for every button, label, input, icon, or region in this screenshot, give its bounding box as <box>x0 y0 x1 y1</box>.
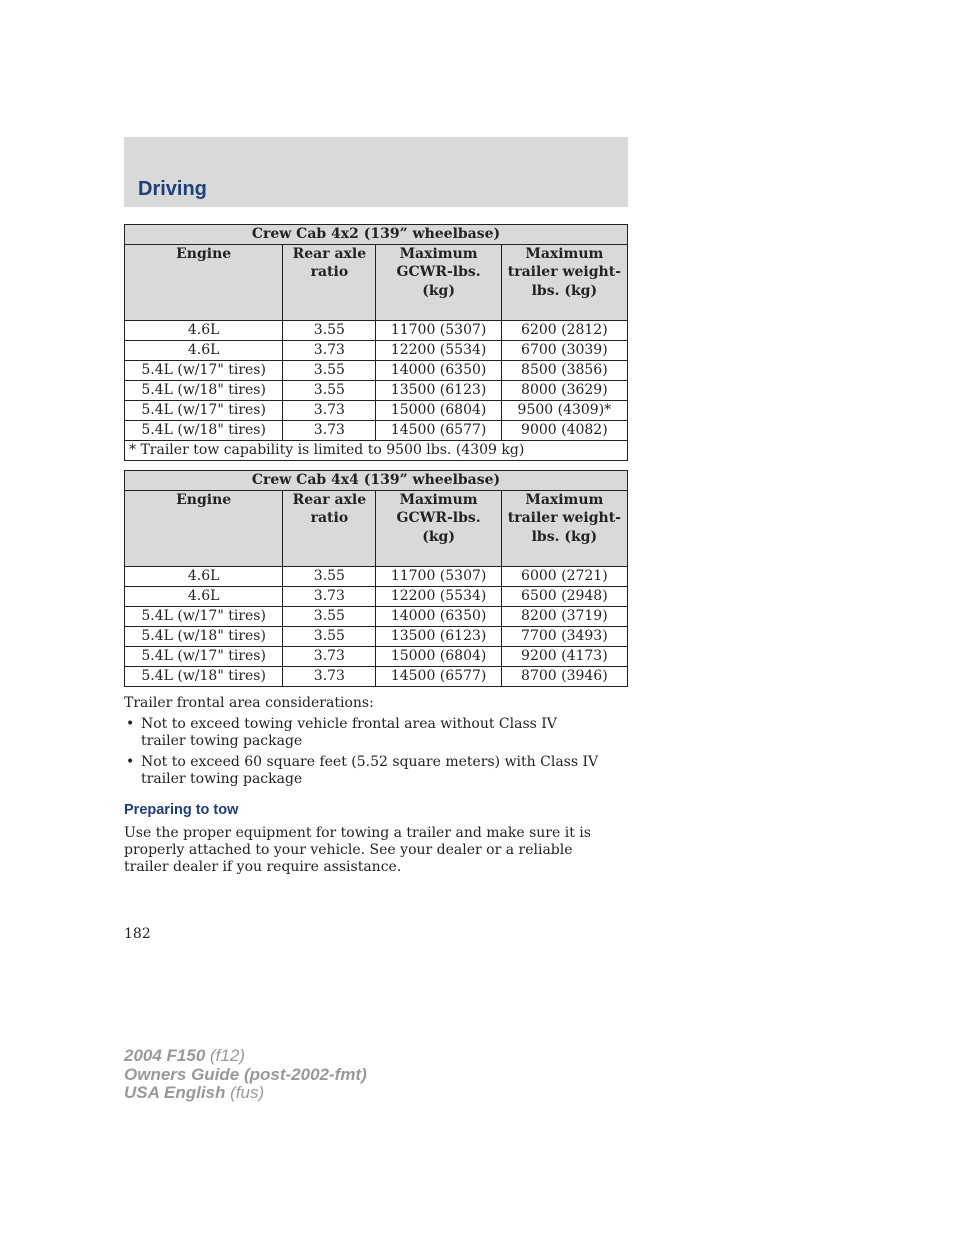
table-cell: 5.4L (w/17" tires) <box>125 400 283 420</box>
table-row <box>125 586 628 606</box>
table-cell: 15000 (6804) <box>376 646 501 666</box>
table-row <box>125 420 628 440</box>
table-cell: 14000 (6350) <box>376 606 501 626</box>
table-row <box>125 566 628 586</box>
table-cell: 3.55 <box>283 360 376 380</box>
table-cell: 3.55 <box>283 606 376 626</box>
table-cell: 3.73 <box>283 400 376 420</box>
table-cell: 3.55 <box>283 566 376 586</box>
preparing-text: Use the proper equipment for towing a trailer and make sure it is properly attached to your vehicle. See your dealer or a reliable trailer dealer if you require assistance. <box>124 825 591 875</box>
table-cell: 5.4L (w/18" tires) <box>125 380 283 400</box>
table-row <box>125 646 628 666</box>
table-cell: 12200 (5534) <box>376 586 501 606</box>
table-cell: 3.73 <box>283 646 376 666</box>
table-cell: 12200 (5534) <box>376 340 501 360</box>
table-row <box>125 380 628 400</box>
table-cell: 8700 (3946) <box>501 666 627 686</box>
table-cell: 6700 (3039) <box>501 340 627 360</box>
table-cell: 9500 (4309)* <box>501 400 627 420</box>
table-cell: 8200 (3719) <box>501 606 627 626</box>
table-cell: 3.73 <box>283 340 376 360</box>
bullet-text: Not to exceed towing vehicle frontal area without Class IV trailer towing package <box>141 716 557 749</box>
table-cell: 11700 (5307) <box>376 566 501 586</box>
table-cell: 14000 (6350) <box>376 360 501 380</box>
bullet-icon: • <box>126 754 135 770</box>
column-header: Maximum trailer weight-lbs. (kg) <box>501 490 627 566</box>
table-cell: 5.4L (w/18" tires) <box>125 626 283 646</box>
table-cell: 9000 (4082) <box>501 420 627 440</box>
column-header: Maximum GCWR-lbs. (kg) <box>376 244 501 320</box>
column-header: Rear axle ratio <box>283 244 376 320</box>
table-cell: 11700 (5307) <box>376 320 501 340</box>
table-cell: 8500 (3856) <box>501 360 627 380</box>
table-cell: 3.55 <box>283 626 376 646</box>
table-cell: 14500 (6577) <box>376 666 501 686</box>
table-cell: 5.4L (w/17" tires) <box>125 646 283 666</box>
section-header <box>124 137 628 207</box>
towing-table-4x4 <box>124 470 628 687</box>
table-cell: 13500 (6123) <box>376 626 501 646</box>
table-cell: 5.4L (w/17" tires) <box>125 360 283 380</box>
document-footer <box>124 1047 367 1103</box>
footer-line-2: Owners Guide (post-2002-fmt) <box>124 1064 367 1084</box>
table-cell: 5.4L (w/17" tires) <box>125 606 283 626</box>
table-cell: 6200 (2812) <box>501 320 627 340</box>
table-cell: 13500 (6123) <box>376 380 501 400</box>
table-cell: 3.73 <box>283 586 376 606</box>
column-header: Maximum GCWR-lbs. (kg) <box>376 490 501 566</box>
table-cell: 7700 (3493) <box>501 626 627 646</box>
page-number: 182 <box>124 926 151 942</box>
table-cell: 8000 (3629) <box>501 380 627 400</box>
column-header: Rear axle ratio <box>283 490 376 566</box>
footer-line-1: 2004 F150 (f12) <box>124 1046 245 1065</box>
list-item <box>124 716 604 750</box>
towing-table-4x2 <box>124 224 628 461</box>
table-cell: 4.6L <box>125 340 283 360</box>
table-cell: 3.73 <box>283 420 376 440</box>
list-item <box>124 754 604 788</box>
column-header: Engine <box>125 244 283 320</box>
considerations-intro: Trailer frontal area considerations: <box>124 695 374 711</box>
considerations-list <box>124 716 604 792</box>
table-cell: 4.6L <box>125 586 283 606</box>
section-title: Driving <box>138 178 207 200</box>
table-footnote: * Trailer tow capability is limited to 9500 lbs. (4309 kg) <box>125 440 628 460</box>
table-cell: 3.73 <box>283 666 376 686</box>
table-title: Crew Cab 4x2 (139” wheelbase) <box>125 225 628 245</box>
table-cell: 6000 (2721) <box>501 566 627 586</box>
preparing-heading: Preparing to tow <box>124 802 239 818</box>
footer-line-3: USA English (fus) <box>124 1083 265 1102</box>
table-cell: 6500 (2948) <box>501 586 627 606</box>
table-row <box>125 606 628 626</box>
bullet-text: Not to exceed 60 square feet (5.52 square meters) with Class IV trailer towing package <box>141 754 599 787</box>
column-header: Engine <box>125 490 283 566</box>
table-title: Crew Cab 4x4 (139” wheelbase) <box>125 471 628 491</box>
table-cell: 14500 (6577) <box>376 420 501 440</box>
table-cell: 4.6L <box>125 320 283 340</box>
table-cell: 5.4L (w/18" tires) <box>125 666 283 686</box>
table-cell: 9200 (4173) <box>501 646 627 666</box>
table-cell: 5.4L (w/18" tires) <box>125 420 283 440</box>
table-row <box>125 360 628 380</box>
table-row <box>125 320 628 340</box>
table-cell: 3.55 <box>283 380 376 400</box>
table-row <box>125 400 628 420</box>
table-cell: 4.6L <box>125 566 283 586</box>
table-row <box>125 626 628 646</box>
table-row <box>125 666 628 686</box>
column-header: Maximum trailer weight-lbs. (kg) <box>501 244 627 320</box>
table-cell: 3.55 <box>283 320 376 340</box>
bullet-icon: • <box>126 716 135 732</box>
table-cell: 15000 (6804) <box>376 400 501 420</box>
table-row <box>125 340 628 360</box>
